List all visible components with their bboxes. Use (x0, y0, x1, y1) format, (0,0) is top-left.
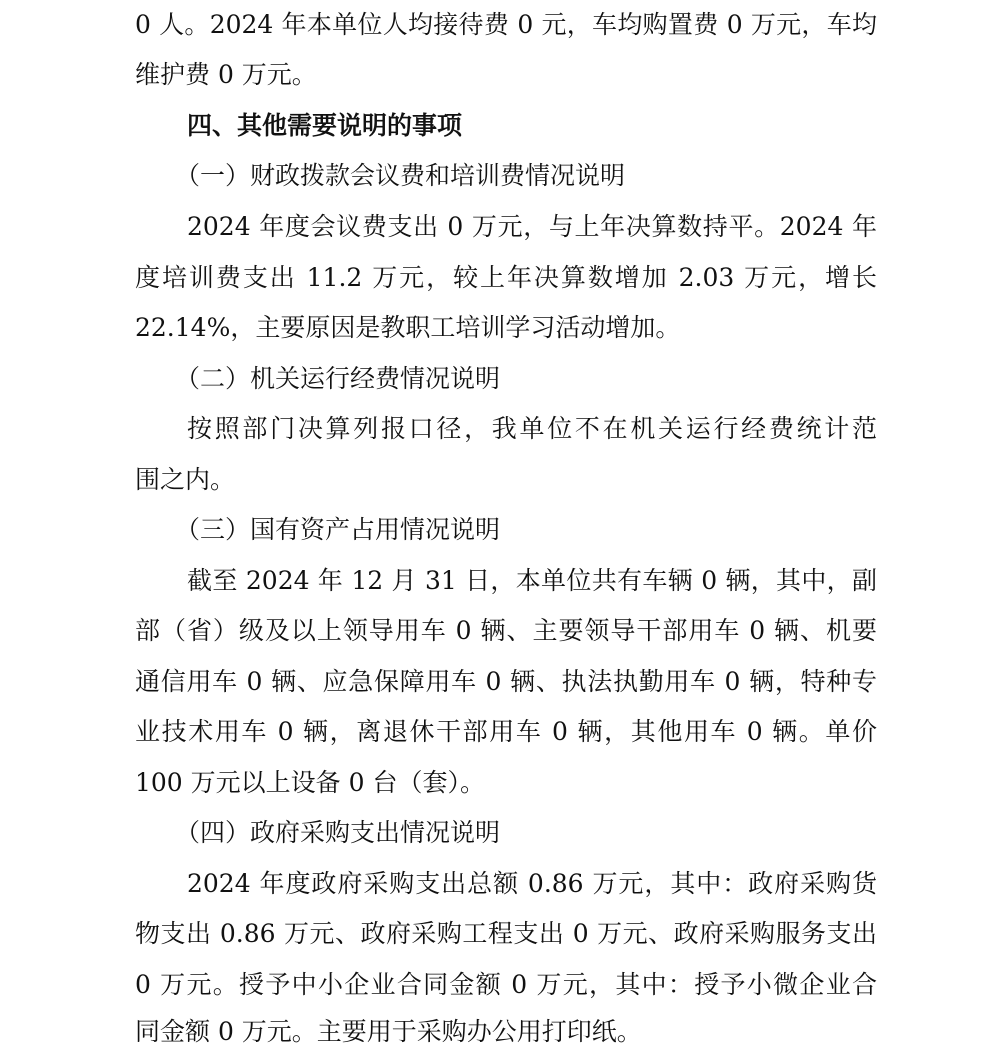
paragraph-line: 维护费 0 万元。 (135, 60, 317, 89)
paragraph-line: 截至 2024 年 12 月 31 日，本单位共有车辆 0 辆，其中，副 (187, 566, 877, 595)
paragraph-line: 100 万元以上设备 0 台（套）。 (135, 768, 485, 797)
paragraph-line: 同金额 0 万元。主要用于采购办公用打印纸。 (135, 1017, 642, 1046)
paragraph-line: 业技术用车 0 辆，离退休干部用车 0 辆，其他用车 0 辆。单价 (135, 717, 877, 746)
paragraph-line: 22.14%，主要原因是教职工培训学习活动增加。 (135, 313, 681, 342)
subsection-heading: （四）政府采购支出情况说明 (175, 818, 501, 847)
paragraph-line: 2024 年度会议费支出 0 万元，与上年决算数持平。2024 年 (187, 212, 877, 241)
subsection-heading: （二）机关运行经费情况说明 (175, 364, 501, 393)
paragraph-line: 物支出 0.86 万元、政府采购工程支出 0 万元、政府采购服务支出 (135, 919, 877, 948)
paragraph-line: 0 人。2024 年本单位人均接待费 0 元，车均购置费 0 万元，车均 (135, 10, 877, 39)
paragraph-line: 围之内。 (135, 465, 236, 494)
subsection-heading: （三）国有资产占用情况说明 (175, 515, 501, 544)
paragraph-line: 度培训费支出 11.2 万元，较上年决算数增加 2.03 万元，增长 (135, 263, 877, 292)
paragraph-line: 通信用车 0 辆、应急保障用车 0 辆、执法执勤用车 0 辆，特种专 (135, 667, 877, 696)
subsection-heading: （一）财政拨款会议费和培训费情况说明 (175, 161, 626, 190)
paragraph-line: 按照部门决算列报口径，我单位不在机关运行经费统计范 (187, 414, 877, 443)
paragraph-line: 部（省）级及以上领导用车 0 辆、主要领导干部用车 0 辆、机要 (135, 616, 877, 645)
section-heading: 四、其他需要说明的事项 (187, 111, 463, 140)
paragraph-line: 0 万元。授予中小企业合同金额 0 万元，其中：授予小微企业合 (135, 970, 877, 999)
paragraph-line: 2024 年度政府采购支出总额 0.86 万元，其中：政府采购货 (187, 869, 877, 898)
